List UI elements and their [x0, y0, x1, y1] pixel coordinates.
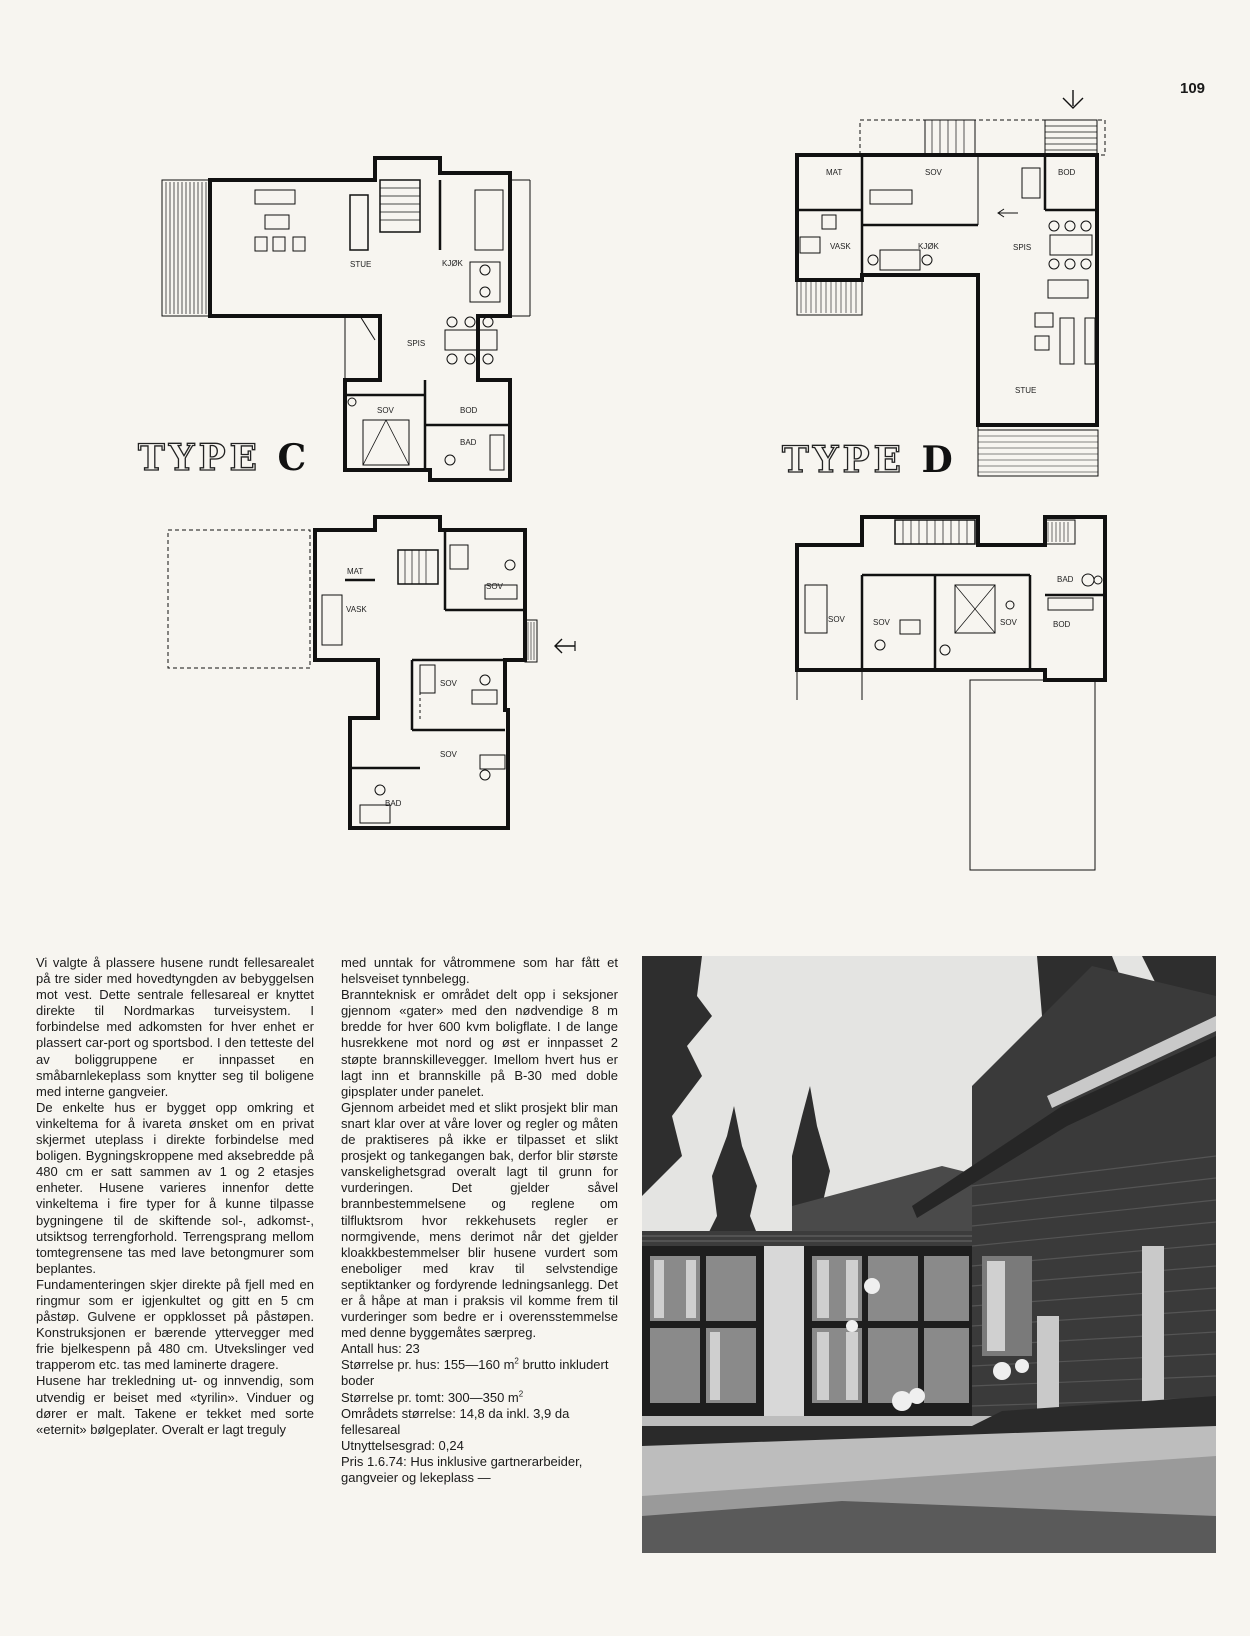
type-d-ground-plan — [797, 90, 1105, 476]
room-label: BOD — [460, 406, 478, 415]
stat-storrelse-tomt — [341, 1390, 618, 1406]
superscript: 2 — [514, 1357, 519, 1367]
house-photograph — [642, 956, 1216, 1553]
paragraph: Vi valgte å plassere husene rundt fellesarealet på tre sider med hovedtyngden av bebyggelsen mot vest. Dette sentrale fellesareal er knyttet direkte til Nordmarkas turveisystem. I forbindelse med adkomsten for hver enhet er plassert car-port og sportsbod. I den tetteste del av boliggruppene er innpasset en småbarnlekeplass som knytter seg til boligene med interne gangveier. — [36, 955, 314, 1099]
type-d-title-letter: D — [921, 439, 953, 481]
type-d-title-prefix: TYPE — [782, 439, 922, 481]
paragraph: Gjennom arbeidet med et slikt prosjekt blir man snart klar over at våre lover og regler og måten de praktiseres på ikke er tilpasset et slikt prosjekt og tankegangen bak, derfor blir største vanskelighetsgrad overalt lagt til grunn for vurderingen. Det gjelder såvel brannbestemmelsene og reglene om tilfluktsrom hvor rekkehusets regler er normgivende, mens derimot når det gjelder kloakkbestemmelser blir husene vurdert som eneboliger med krav til selvstendige septiktanker og fordyrende ledningsanlegg. Det er å håpe at man i praksis vil komme frem til vurderinger som bedre er i overensstemmelse med denne byggemåtes særpreg. — [341, 1099, 618, 1341]
room-label: SOV — [440, 679, 457, 688]
room-label: BAD — [385, 799, 402, 808]
room-label: VASK — [830, 242, 851, 251]
project-stats — [341, 1341, 618, 1486]
paragraph: Husene har trekledning ut- og innvendig, som utvendig er beiset med «tyrilin». Vinduer og dører er malt. Takene er tekket med sorte «eternit» bølgeplater. Overalt er lagt treguly — [36, 1373, 314, 1437]
type-d-upper-plan — [797, 517, 1105, 870]
paragraph: med unntak for våtrommene som har fått et helsveiset tynnbelegg. — [341, 955, 618, 987]
room-label: SPIS — [407, 339, 426, 348]
type-c-ground-plan — [162, 158, 530, 480]
paragraph: Brannteknisk er området delt opp i seksjoner gjennom «gater» med den nødvendige 8 m bredde for hver 600 kvm boligflate. I de lange husrekkene mot nord og øst er innpasset 2 støpte brannskillevegger. Imellom hvert hus er lagt inn et brannskille på B-30 med doble gipsplater under panelet. — [341, 987, 618, 1099]
room-label: BAD — [460, 438, 477, 447]
room-label: SOV — [377, 406, 394, 415]
room-label: STUE — [1015, 386, 1037, 395]
stat-storrelse-hus — [341, 1357, 618, 1389]
stat-storrelse-hus-text: Størrelse pr. hus: 155—160 m — [341, 1357, 515, 1373]
room-label: BAD — [1057, 575, 1074, 584]
type-c-title-prefix: TYPE — [138, 437, 278, 479]
room-label: SOV — [925, 168, 942, 177]
page-number: 109 — [1180, 80, 1206, 97]
room-label: MAT — [347, 567, 364, 576]
room-label: SOV — [440, 750, 457, 759]
room-label: MAT — [826, 168, 843, 177]
superscript: 2 — [518, 1389, 524, 1399]
stat-pris: Pris 1.6.74: Hus inklusive gartnerarbeider, gangveier og lekeplass — — [341, 1453, 583, 1485]
stat-storrelse-tomt-text: Størrelse pr. tomt: 300—350 m — [341, 1389, 519, 1405]
room-label: STUE — [350, 260, 372, 269]
type-d-title — [782, 439, 953, 481]
room-label: SPIS — [1013, 243, 1032, 252]
room-label: SOV — [1000, 618, 1017, 627]
type-c-title — [138, 437, 306, 479]
stat-omradets: Områdets størrelse: 14,8 da inkl. 3,9 da fellesareal — [341, 1405, 570, 1437]
room-label: SOV — [873, 618, 890, 627]
paragraph: Fundamenteringen skjer direkte på fjell med en ringmur som er igjenkultet og gitt en 5 cm påstøp. Gulvene er oppklosset på påstøpen. Konstruksjonen er bærende yttervegger med frie bjelkespenn på 480 cm. Utvekslinger ved trapperom etc. tas med laminerte dragere. — [36, 1276, 314, 1373]
paragraph: De enkelte hus er bygget opp omkring et vinkeltema for å ivareta ønsket om en privat skjermet uteplass i direkte forbindelse med boligen. Bygningskroppene med aksebredde på 480 cm er satt sammen av 1 og 2 etasjes enheter. Husene varieres innenfor dette vinkeltema i fire typer for å kunne tilpasse bygningene til de skiftende sol-, adkomst-, utsiktsog terrengforhold. Terrengsprang mellom tomtegrensene tas med lave betongmurer som beplantes. — [36, 1099, 314, 1276]
type-c-title-letter: C — [277, 437, 307, 479]
type-c-upper-plan — [168, 517, 575, 828]
text-column-1 — [36, 955, 314, 1438]
stat-utnyttelse: Utnyttelsesgrad: 0,24 — [341, 1437, 464, 1453]
text-column-2 — [341, 955, 618, 1486]
room-label: KJØK — [918, 242, 939, 251]
stat-storrelse-hus-tail: brutto inkludert boder — [341, 1357, 609, 1389]
room-label: VASK — [346, 605, 367, 614]
room-label: KJØK — [442, 259, 463, 268]
room-label: SOV — [828, 615, 845, 624]
stat-antall: Antall hus: 23 — [341, 1341, 420, 1357]
room-label: BOD — [1058, 168, 1076, 177]
room-label: BOD — [1053, 620, 1071, 629]
room-label: SOV — [486, 582, 503, 591]
house-photograph-drawing — [642, 956, 1216, 1553]
